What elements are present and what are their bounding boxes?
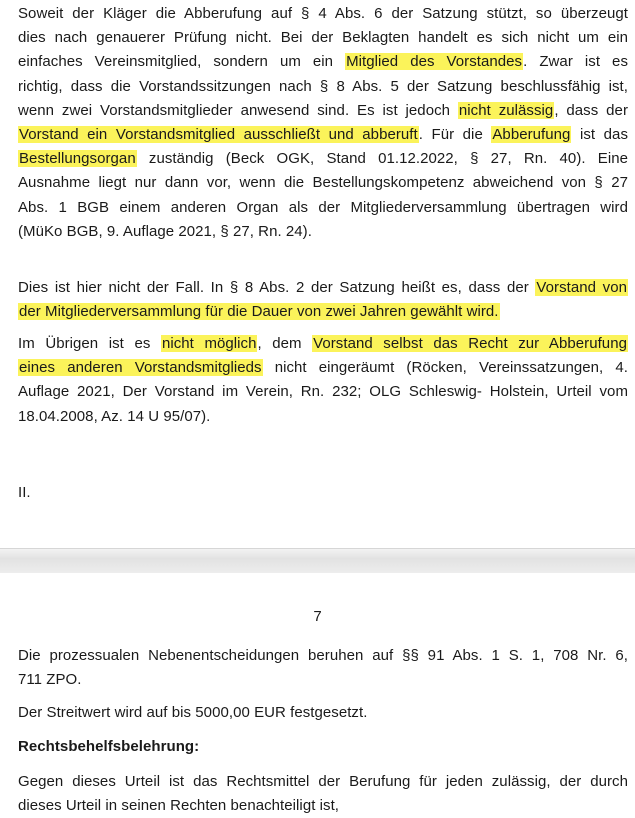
text-line [18, 50, 628, 74]
text-line [18, 794, 628, 818]
text-line [18, 26, 628, 50]
text-segment: (MüKo BGB, 9. Auflage 2021, § 27, Rn. 24). [18, 222, 312, 240]
text-line [18, 123, 628, 147]
text-segment: Ausnahme liegt nur dann vor, wenn die Bestellungskompetenz abweichend von § 27 [18, 174, 628, 192]
text-segment: , dass der [554, 101, 628, 119]
page-number: 7 [313, 608, 322, 625]
text-segment: einfaches Vereinsmitglied, sondern um ein [18, 53, 346, 71]
heading-rechtsbehelfsbelehrung: Rechtsbehelfsbelehrung: [18, 738, 200, 755]
text-segment: . Für die [418, 126, 492, 144]
section-marker: II. [18, 484, 31, 501]
text-line [18, 405, 628, 429]
paragraph-berufung [18, 770, 628, 818]
text-segment: Die prozessualen Nebenentscheidungen beruhen auf §§ 91 Abs. 1 S. 1, 708 Nr. 6, [18, 647, 628, 664]
text-segment: ist das [571, 126, 629, 144]
text-segment: Abs. 1 BGB einem anderen Organ als der Mitgliederversammlung übertragen wird [18, 198, 628, 216]
highlighted-text: Mitglied des Vorstandes [346, 53, 523, 71]
paragraph-streitwert: Der Streitwert wird auf bis 5000,00 EUR festgesetzt. [18, 704, 368, 721]
text-line [18, 147, 628, 171]
paragraph-satzung-wahl [18, 276, 628, 324]
text-segment: Dies ist hier nicht der Fall. In § 8 Abs. 2 der Satzung heißt es, dass der [18, 279, 536, 296]
text-segment: Soweit der Kläger die Abberufung auf § 4 Abs. 6 der Satzung stützt, so überzeugt [18, 5, 628, 22]
highlighted-text: Vorstand ein Vorstandsmitglied ausschließt und abberuft [19, 126, 418, 144]
text-line [18, 668, 628, 692]
text-segment: nicht eingeräumt (Röcken, Vereinssatzungen, 4. [262, 359, 628, 377]
highlighted-text: der Mitgliederversammlung für die Dauer von zwei Jahren gewählt wird. [19, 303, 499, 321]
text-line [18, 356, 628, 380]
text-line [18, 276, 628, 300]
text-line [18, 332, 628, 356]
highlighted-text: nicht zulässig [458, 101, 554, 119]
highlighted-text: Bestellungsorgan [19, 150, 136, 168]
text-segment: zuständig (Beck OGK, Stand 01.12.2022, § 27, Rn. 40). Eine [136, 150, 628, 168]
text-line [18, 300, 628, 324]
highlighted-text: nicht möglich [161, 335, 257, 352]
highlighted-text: eines anderen Vorstandsmitglieds [19, 359, 262, 377]
text-segment: dieses Urteil in seinen Rechten benachteiligt ist, [18, 797, 340, 815]
text-line [18, 2, 628, 26]
text-segment: , dem [257, 335, 313, 352]
paragraph-abberufung [18, 2, 628, 244]
text-line [18, 770, 628, 794]
text-line [18, 75, 628, 99]
paragraph-nebenentscheidungen [18, 644, 628, 692]
text-segment: dies nach genauerer Prüfung nicht. Bei der Beklagten handelt es sich nicht um ein [18, 29, 628, 47]
text-segment: wenn zwei Vorstandsmitglieder anwesend sind. Es ist jedoch [18, 101, 458, 119]
text-segment: Gegen dieses Urteil ist das Rechtsmittel der Berufung für jeden zulässig, der durch [18, 773, 628, 790]
text-line [18, 380, 628, 404]
text-line [18, 220, 628, 244]
paragraph-abberufungsrecht [18, 332, 628, 429]
text-line [18, 171, 628, 195]
text-line [18, 196, 628, 220]
page-separator [0, 549, 635, 573]
text-segment: 18.04.2008, Az. 14 U 95/07). [18, 407, 211, 425]
text-line [18, 644, 628, 668]
document-page-7 [0, 573, 635, 818]
text-segment: . Zwar ist es [523, 53, 628, 71]
text-segment: 711 ZPO. [18, 671, 82, 689]
text-line [18, 99, 628, 123]
text-segment: Auflage 2021, Der Vorstand im Verein, Rn. 232; OLG Schleswig- Holstein, Urteil vom [18, 383, 628, 401]
highlighted-text: Abberufung [492, 126, 571, 144]
highlighted-text: Vorstand selbst das Recht zur Abberufung [313, 335, 627, 352]
highlighted-text: Vorstand von [536, 279, 627, 296]
text-segment: Im Übrigen ist es [18, 335, 161, 352]
text-segment: richtig, dass die Vorstandssitzungen nach § 8 Abs. 5 der Satzung beschlussfähig ist, [18, 77, 628, 95]
